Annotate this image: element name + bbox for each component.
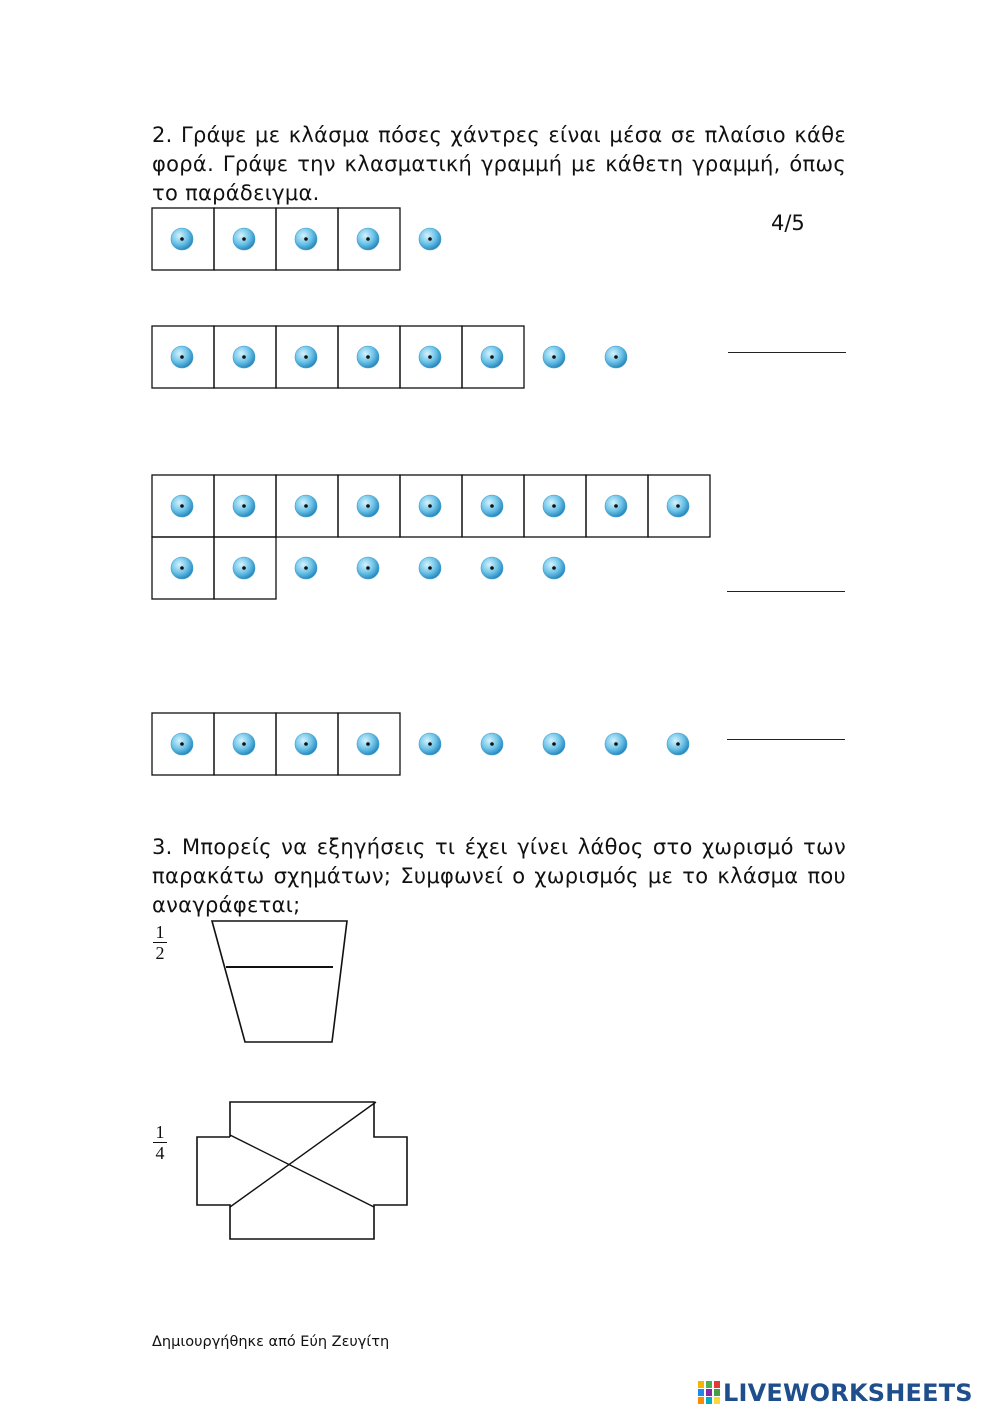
- bead-in-frame: [171, 733, 193, 755]
- bead-in-frame: [357, 733, 379, 755]
- bead-in-frame: [171, 557, 193, 579]
- bead-in-frame: [295, 495, 317, 517]
- bead-in-frame: [233, 557, 255, 579]
- bead-in-frame: [481, 346, 503, 368]
- bead-in-frame: [295, 346, 317, 368]
- bead-in-frame: [419, 346, 441, 368]
- fraction-label-trapezoid: [152, 922, 168, 963]
- exercise-2-instructions: 2. Γράψε με κλάσμα πόσες χάντρες είναι μέσα σε πλαίσιο κάθε φορά. Γράψε την κλασματική γραμμή με κάθετη γραμμή, όπως το παράδειγμα.: [152, 123, 846, 205]
- exercise-3-instructions: 3. Μπορείς να εξηγήσεις τι έχει γίνει λάθος στο χωρισμό των παρακάτω σχημάτων; Συμφωνεί ο χωρισμός με το κλάσμα που αναγράφεται;: [152, 835, 846, 917]
- bead-outside-frame: [605, 346, 627, 368]
- bead-in-frame: [357, 228, 379, 250]
- author-credit: Δημιουργήθηκε από Εύη Ζευγίτη: [152, 1334, 390, 1350]
- fraction-label-cross: [152, 1122, 168, 1163]
- bead-in-frame: [233, 733, 255, 755]
- bead-in-frame: [171, 495, 193, 517]
- example-answer: 4/5: [771, 211, 805, 235]
- logo-mark-icon: [698, 1381, 720, 1405]
- fraction-numerator: 1: [155, 922, 165, 942]
- bead-outside-frame: [419, 557, 441, 579]
- bead-in-frame: [171, 346, 193, 368]
- bead-outside-frame: [605, 733, 627, 755]
- bead-in-frame: [605, 495, 627, 517]
- bead-in-frame: [357, 346, 379, 368]
- bead-outside-frame: [481, 557, 503, 579]
- bead-outside-frame: [419, 228, 441, 250]
- bead-in-frame: [357, 495, 379, 517]
- bead-outside-frame: [543, 733, 565, 755]
- bead-in-frame: [233, 346, 255, 368]
- bead-in-frame: [295, 733, 317, 755]
- bead-in-frame: [171, 228, 193, 250]
- fraction-denominator: 4: [155, 1143, 165, 1163]
- liveworksheets-logo: [698, 1378, 973, 1408]
- bead-in-frame: [543, 495, 565, 517]
- bead-outside-frame: [543, 557, 565, 579]
- bead-outside-frame: [357, 557, 379, 579]
- cross-shape: [197, 1102, 407, 1239]
- bead-in-frame: [419, 495, 441, 517]
- bead-in-frame: [295, 228, 317, 250]
- brand-name: LIVEWORKSHEETS: [723, 1379, 973, 1407]
- bead-outside-frame: [419, 733, 441, 755]
- bead-outside-frame: [481, 733, 503, 755]
- bead-in-frame: [481, 495, 503, 517]
- bead-outside-frame: [543, 346, 565, 368]
- bead-outside-frame: [295, 557, 317, 579]
- fraction-denominator: 2: [155, 943, 165, 963]
- bead-in-frame: [667, 495, 689, 517]
- bead-outside-frame: [667, 733, 689, 755]
- bead-in-frame: [233, 495, 255, 517]
- trapezoid-shape: [212, 921, 347, 1042]
- fraction-numerator: 1: [155, 1122, 165, 1142]
- bead-in-frame: [233, 228, 255, 250]
- beads-layer: [152, 208, 710, 775]
